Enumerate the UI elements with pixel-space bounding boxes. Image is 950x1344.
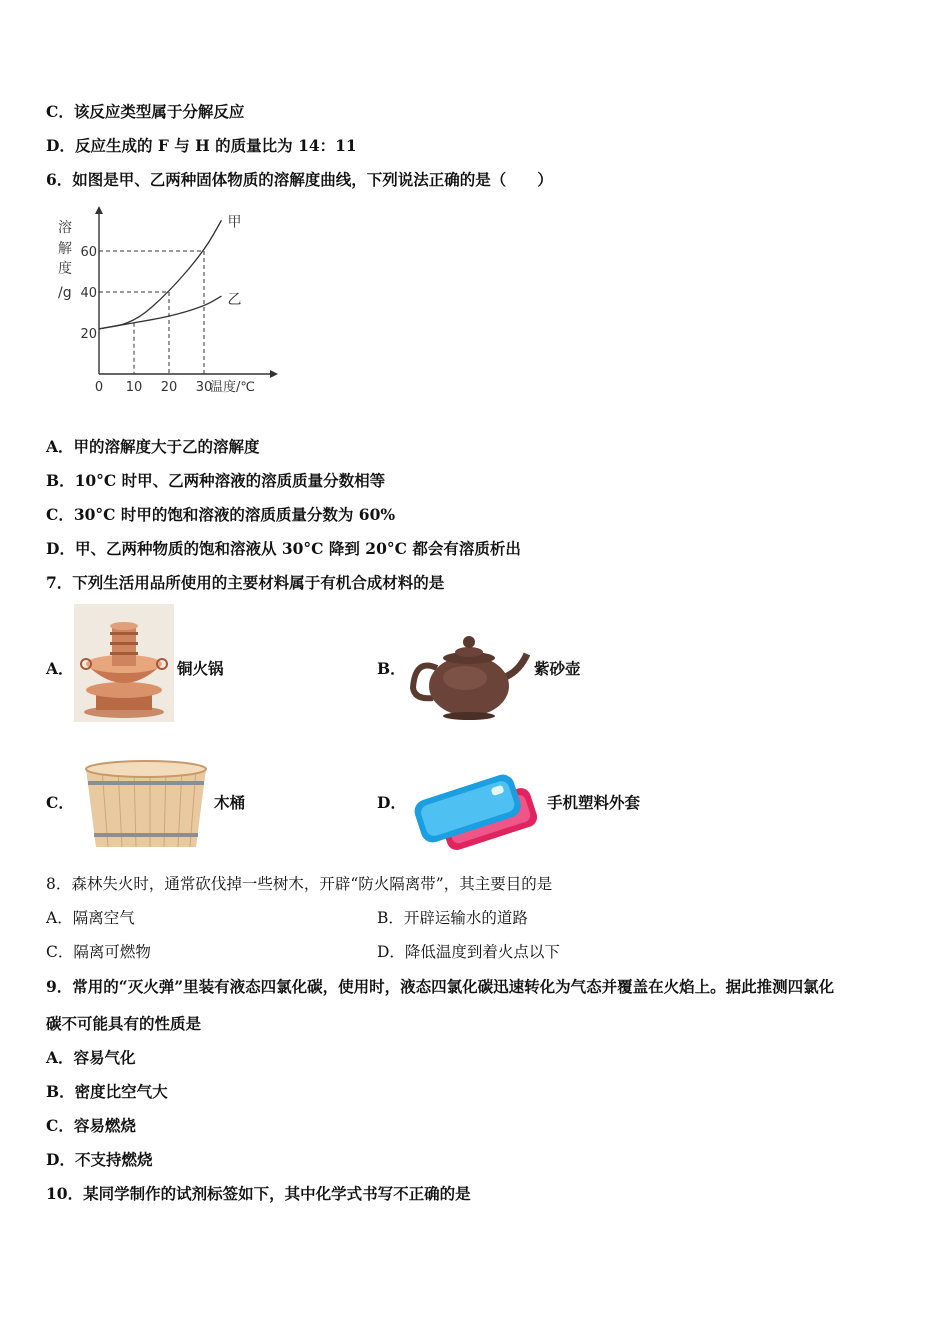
series-line-0 <box>99 220 222 329</box>
q5-option-d: D．反应生成的 F 与 H 的质量比为 14：11 <box>46 136 357 155</box>
x-tick-label-1: 10 <box>125 380 143 395</box>
y-tick-label-0: 20 <box>80 327 97 342</box>
x-tick-label-3: 30 <box>195 380 213 395</box>
phone-case-image <box>409 762 541 854</box>
q7-option-a-label: 铜火锅 <box>177 659 224 678</box>
q6-option-c: C．30°C 时甲的饱和溶液的溶质质量分数为 60% <box>46 505 396 524</box>
q7-stem: 7．下列生活用品所使用的主要材料属于有机合成材料的是 <box>46 573 445 592</box>
y-axis-label-char-0: 溶 <box>58 220 72 236</box>
x-tick-label-2: 20 <box>160 380 178 395</box>
solubility-chart <box>52 200 292 405</box>
q10-stem: 10．某同学制作的试剂标签如下，其中化学式书写不正确的是 <box>46 1184 471 1203</box>
q8-stem: 8．森林失火时，通常砍伐掉一些树木，开辟“防火隔离带”，其主要目的是 <box>46 875 553 893</box>
legend-label-1: 乙 <box>227 292 242 309</box>
q6-option-a: A．甲的溶解度大于乙的溶解度 <box>46 437 260 456</box>
q7-option-d-label: 手机塑料外套 <box>547 793 641 812</box>
wooden-bucket-image <box>82 757 210 853</box>
q6-option-b: B．10°C 时甲、乙两种溶液的溶质质量分数相等 <box>46 471 386 490</box>
q6-stem: 6．如图是甲、乙两种固体物质的溶解度曲线，下列说法正确的是（ ） <box>46 170 553 189</box>
q7-option-b-label: 紫砂壶 <box>534 659 581 678</box>
q9-stem-line2: 碳不可能具有的性质是 <box>46 1014 202 1033</box>
q9-stem-line1: 9．常用的“灭火弹”里装有液态四氯化碳，使用时，液态四氯化碳迅速转化为气态并覆盖在火焰上。据此推测四氯化 <box>46 977 835 996</box>
x-tick-label-0: 0 <box>94 380 104 395</box>
q7-option-d-letter: D． <box>377 793 406 812</box>
y-axis-label-char-1: 解 <box>58 241 72 257</box>
q9-option-a: A．容易气化 <box>46 1048 136 1067</box>
x-axis-arrow <box>270 370 278 378</box>
q7-option-b-letter: B． <box>377 659 406 678</box>
series-line-1 <box>99 296 222 329</box>
y-tick-label-2: 60 <box>80 245 97 260</box>
y-axis-label-char-2: 度 <box>58 261 72 277</box>
y-axis-label-char-3: /g <box>58 285 72 301</box>
q8-option-b: B．开辟运输水的道路 <box>377 909 528 927</box>
q7-option-c-letter: C． <box>46 793 74 812</box>
chart-labels <box>58 214 255 395</box>
y-tick-label-1: 40 <box>80 286 97 301</box>
q9-option-d: D．不支持燃烧 <box>46 1150 153 1169</box>
q8-option-c: C．隔离可燃物 <box>46 943 151 961</box>
y-axis-arrow <box>95 206 103 214</box>
q9-option-b: B．密度比空气大 <box>46 1082 168 1101</box>
legend-label-0: 甲 <box>227 214 242 231</box>
q8-option-d: D．降低温度到着火点以下 <box>377 943 560 961</box>
copper-hotpot-image <box>74 604 174 722</box>
x-axis-label: 温度/℃ <box>210 380 255 395</box>
q7-option-c-label: 木桶 <box>214 793 246 812</box>
q9-option-c: C．容易燃烧 <box>46 1116 136 1135</box>
chart-series <box>99 220 222 329</box>
q5-option-c: C．该反应类型属于分解反应 <box>46 102 245 121</box>
q8-option-a: A．隔离空气 <box>46 909 135 927</box>
clay-teapot-image <box>407 628 532 720</box>
q6-option-d: D．甲、乙两种物质的饱和溶液从 30°C 降到 20°C 都会有溶质析出 <box>46 539 521 558</box>
q7-option-a-letter: A． <box>46 659 74 678</box>
